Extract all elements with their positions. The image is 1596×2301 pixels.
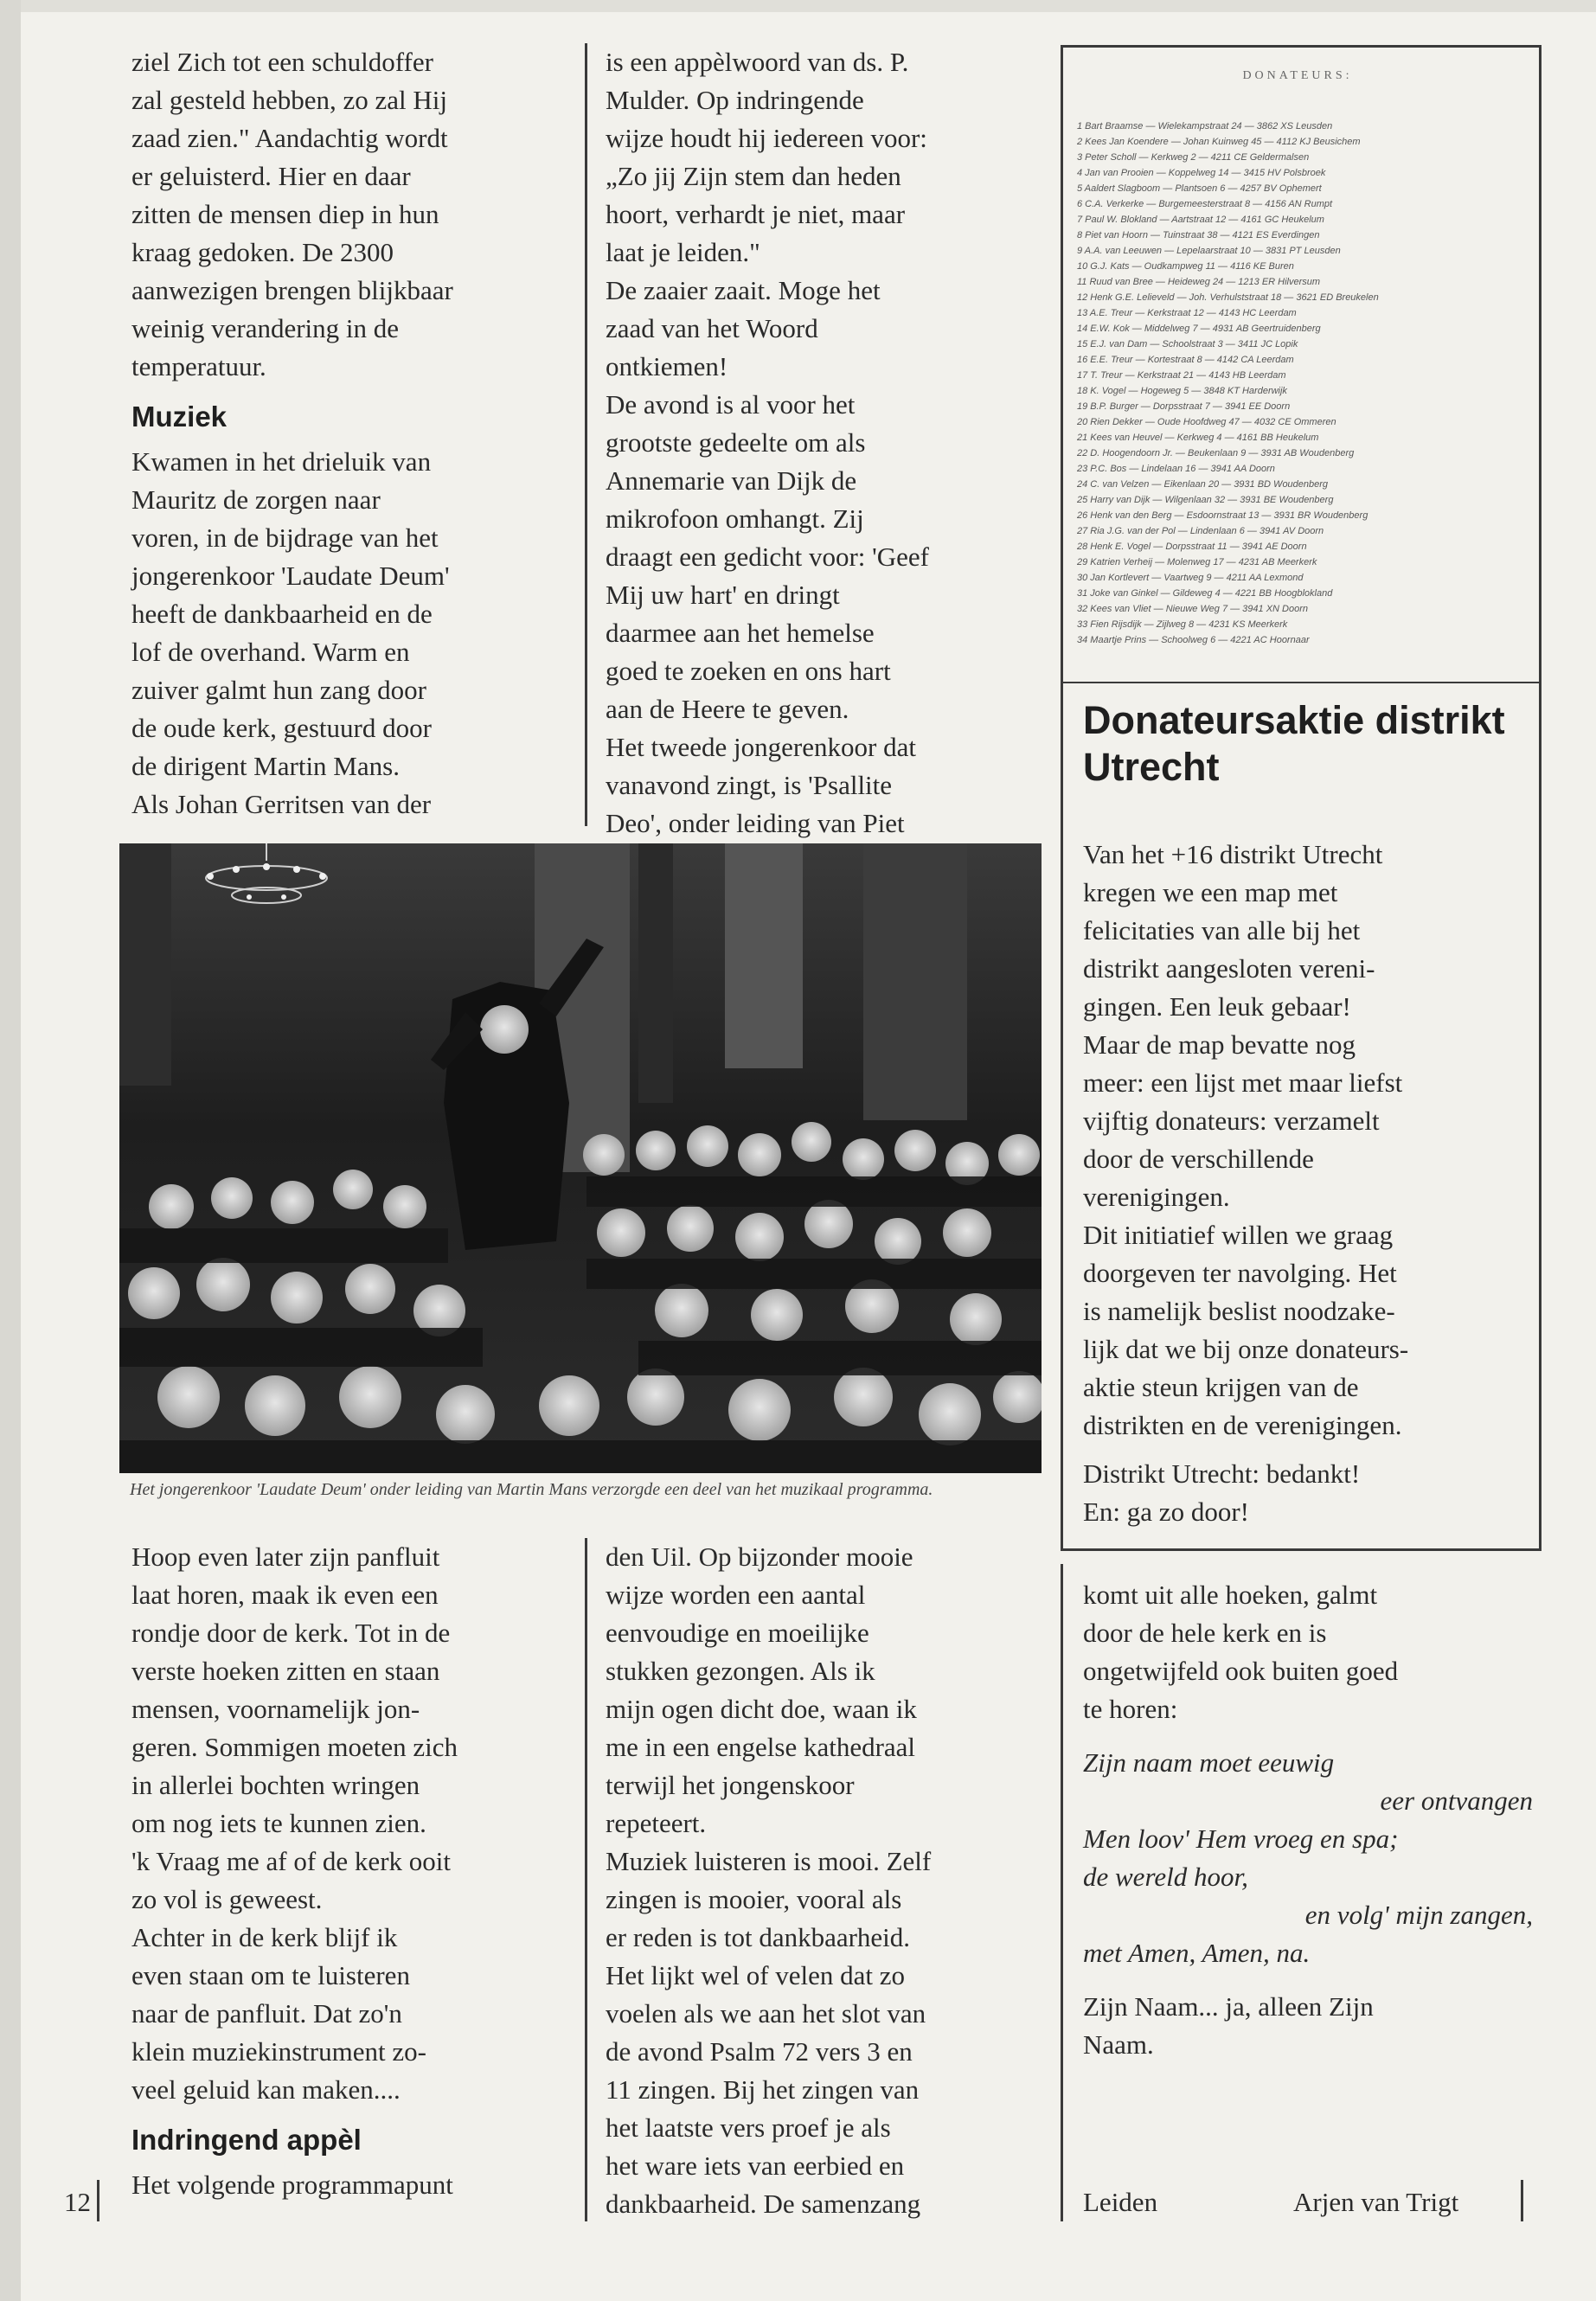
text-line: meer: een lijst met maar liefst bbox=[1083, 1067, 1403, 1098]
donor-row: 12 Henk G.E. Lelieveld — Joh. Verhulststraat 18 — 3621 ED Breukelen bbox=[1077, 292, 1379, 303]
text-line: terwijl het jongenskoor bbox=[606, 1770, 855, 1800]
donor-row: 8 Piet van Hoorn — Tuinstraat 38 — 4121 ES Everdingen bbox=[1077, 230, 1320, 240]
donor-row: 16 E.E. Treur — Kortestraat 8 — 4142 CA Leerdam bbox=[1077, 355, 1294, 365]
poem-line: de wereld hoor, bbox=[1083, 1862, 1248, 1892]
poem-line: eer ontvangen bbox=[1380, 1785, 1533, 1816]
text-line: hoort, verhardt je niet, maar bbox=[606, 199, 906, 229]
text-line: Naam. bbox=[1083, 2029, 1154, 2060]
donor-row: 27 Ria J.G. van der Pol — Lindenlaan 6 — 3941 AV Doorn bbox=[1077, 526, 1324, 536]
text-line: eenvoudige en moeilijke bbox=[606, 1618, 869, 1648]
section-heading-indringend-appel: Indringend appèl bbox=[131, 2124, 362, 2156]
poem-line: met Amen, Amen, na. bbox=[1083, 1938, 1311, 1968]
text-line: dankbaarheid. De samenzang bbox=[606, 2189, 921, 2219]
text-line: distrikten en de verenigingen. bbox=[1083, 1410, 1402, 1440]
sidebar-top-rule bbox=[1061, 45, 1542, 48]
text-line: komt uit alle hoeken, galmt bbox=[1083, 1580, 1378, 1610]
text-line: distrikt aangesloten vereni- bbox=[1083, 953, 1375, 984]
donor-row: 7 Paul W. Blokland — Aartstraat 12 — 4161 GC Heukelum bbox=[1077, 215, 1324, 225]
text-line: den Uil. Op bijzonder mooie bbox=[606, 1541, 913, 1572]
donor-row: 34 Maartje Prins — Schoolweg 6 — 4221 AC Hoornaar bbox=[1077, 635, 1310, 645]
text-line: zingen is mooier, vooral als bbox=[606, 1884, 902, 1914]
column2-top bbox=[606, 43, 1038, 843]
donor-row: 2 Kees Jan Koendere — Johan Kuinweg 45 — 4112 KJ Beusichem bbox=[1077, 137, 1361, 147]
text-line: Mauritz de zorgen naar bbox=[131, 484, 381, 515]
text-line: mensen, voornamelijk jon- bbox=[131, 1694, 420, 1724]
donor-row: 33 Fien Rijsdijk — Zijlweg 8 — 4231 KS Meerkerk bbox=[1077, 619, 1288, 630]
text-line: daarmee aan het hemelse bbox=[606, 618, 875, 648]
donor-row: 23 P.C. Bos — Lindelaan 16 — 3941 AA Doorn bbox=[1077, 464, 1275, 474]
text-line: verste hoeken zitten en staan bbox=[131, 1656, 440, 1686]
text-line: me in een engelse kathedraal bbox=[606, 1732, 916, 1762]
page-number: 12 bbox=[64, 2187, 91, 2217]
poem-line: Men loov' Hem vroeg en spa; bbox=[1083, 1823, 1399, 1854]
text-line: En: ga zo door! bbox=[1083, 1497, 1249, 1527]
page-top-edge bbox=[0, 0, 1596, 12]
text-line: aan de Heere te geven. bbox=[606, 694, 849, 724]
donor-row: 30 Jan Kortlevert — Vaartweg 9 — 4211 AA Lexmond bbox=[1077, 573, 1304, 583]
text-line: Annemarie van Dijk de bbox=[606, 465, 857, 496]
text-line: zuiver galmt hun zang door bbox=[131, 675, 426, 705]
text-line: in allerlei bochten wringen bbox=[131, 1770, 420, 1800]
text-line: Het volgende programmapunt bbox=[131, 2170, 453, 2200]
text-line: verenigingen. bbox=[1083, 1182, 1230, 1212]
text-line: kregen we een map met bbox=[1083, 877, 1338, 907]
donor-row: 31 Joke van Ginkel — Gildeweg 4 — 4221 BB Hoogblokland bbox=[1077, 588, 1333, 599]
photo-caption: Het jongerenkoor 'Laudate Deum' onder leiding van Martin Mans verzorgde een deel van het muzikaal programma. bbox=[130, 1480, 933, 1499]
text-line: de dirigent Martin Mans. bbox=[131, 751, 400, 781]
text-line: laat je leiden." bbox=[606, 237, 760, 267]
poem-line: en volg' mijn zangen, bbox=[1304, 1900, 1533, 1930]
text-line: Kwamen in het drieluik van bbox=[131, 446, 432, 477]
text-line: door de verschillende bbox=[1083, 1144, 1314, 1174]
donor-row: 28 Henk E. Vogel — Dorpsstraat 11 — 3941 AE Doorn bbox=[1077, 542, 1307, 552]
text-line: Deo', onder leiding van Piet bbox=[606, 808, 905, 838]
text-line: voelen als we aan het slot van bbox=[606, 1998, 926, 2029]
text-line: weinig verandering in de bbox=[131, 313, 400, 343]
text-line: de avond Psalm 72 vers 3 en bbox=[606, 2036, 913, 2067]
text-line: jongerenkoor 'Laudate Deum' bbox=[131, 561, 450, 591]
text-line: wijze worden een aantal bbox=[606, 1580, 866, 1610]
donor-row: 22 D. Hoogendoorn Jr. — Beukenlaan 9 — 3931 AB Woudenberg bbox=[1077, 448, 1355, 458]
text-line: lof de overhand. Warm en bbox=[131, 637, 410, 667]
donor-row: 17 T. Treur — Kerkstraat 21 — 4143 HB Leerdam bbox=[1077, 370, 1286, 381]
text-line: 'k Vraag me af of de kerk ooit bbox=[131, 1846, 451, 1876]
text-line: veel geluid kan maken.... bbox=[131, 2074, 401, 2105]
text-line: heeft de dankbaarheid en de bbox=[131, 599, 433, 629]
text-line: is een appèlwoord van ds. P. bbox=[606, 47, 909, 77]
signature-place: Leiden bbox=[1083, 2187, 1158, 2217]
donor-row: 29 Katrien Verheij — Molenweg 17 — 4231 AB Meerkerk bbox=[1077, 557, 1317, 567]
text-line: voren, in de bijdrage van het bbox=[131, 522, 439, 553]
text-line: het laatste vers proef je als bbox=[606, 2112, 891, 2143]
text-line: Maar de map bevatte nog bbox=[1083, 1029, 1356, 1060]
donor-row: 13 A.E. Treur — Kerkstraat 12 — 4143 HC Leerdam bbox=[1077, 308, 1297, 318]
donor-row: 4 Jan van Prooien — Koppelweg 14 — 3415 HV Polsbroek bbox=[1077, 168, 1326, 178]
text-line: zaad zien." Aandachtig wordt bbox=[131, 123, 448, 153]
text-line: gingen. Een leuk gebaar! bbox=[1083, 991, 1351, 1022]
donor-row: 32 Kees van Vliet — Nieuwe Weg 7 — 3941 XN Doorn bbox=[1077, 604, 1308, 614]
text-line: Achter in de kerk blijf ik bbox=[131, 1922, 398, 1952]
donor-row: 14 E.W. Kok — Middelweg 7 — 4931 AB Geertruidenberg bbox=[1077, 324, 1321, 334]
donor-row: 26 Henk van den Berg — Esdoornstraat 13 — 3931 BR Woudenberg bbox=[1077, 510, 1368, 521]
text-line: vanavond zingt, is 'Psallite bbox=[606, 770, 893, 800]
text-line: rondje door de kerk. Tot in de bbox=[131, 1618, 451, 1648]
column-rule bbox=[1061, 1564, 1063, 2221]
text-line: het ware iets van eerbied en bbox=[606, 2150, 905, 2181]
text-line: om nog iets te kunnen zien. bbox=[131, 1808, 426, 1838]
text-line: naar de panfluit. Dat zo'n bbox=[131, 1998, 402, 2029]
column-rule bbox=[585, 1538, 587, 2221]
signature-rule bbox=[1521, 2180, 1523, 2221]
text-line: de oude kerk, gestuurd door bbox=[131, 713, 432, 743]
text-line: zaad van het Woord bbox=[606, 313, 818, 343]
donor-row: 11 Ruud van Bree — Heideweg 24 — 1213 ER Hilversum bbox=[1077, 277, 1321, 287]
text-line: Hoop even later zijn panfluit bbox=[131, 1541, 440, 1572]
donor-list-divider bbox=[1061, 682, 1542, 683]
text-line: stukken gezongen. Als ik bbox=[606, 1656, 875, 1686]
text-line: zitten de mensen diep in hun bbox=[131, 199, 439, 229]
text-line: te horen: bbox=[1083, 1694, 1178, 1724]
text-line: mijn ogen dicht doe, waan ik bbox=[606, 1694, 917, 1724]
text-line: er geluisterd. Hier en daar bbox=[131, 161, 411, 191]
text-line: Van het +16 distrikt Utrecht bbox=[1083, 839, 1383, 869]
text-line: Mij uw hart' en dringt bbox=[606, 580, 840, 610]
poem-line: Zijn naam moet eeuwig bbox=[1083, 1747, 1335, 1778]
text-line: lijk dat we bij onze donateurs- bbox=[1083, 1334, 1409, 1364]
text-line: Als Johan Gerritsen van der bbox=[131, 789, 432, 819]
donor-row: 21 Kees van Heuvel — Kerkweg 4 — 4161 BB Heukelum bbox=[1077, 433, 1319, 443]
text-line: mikrofoon omhangt. Zij bbox=[606, 503, 864, 534]
donor-row: 3 Peter Scholl — Kerkweg 2 — 4211 CE Geldermalsen bbox=[1077, 152, 1310, 163]
text-line: De zaaier zaait. Moge het bbox=[606, 275, 881, 305]
text-line: vijftig donateurs: verzamelt bbox=[1083, 1106, 1380, 1136]
text-line: klein muziekinstrument zo- bbox=[131, 2036, 426, 2067]
text-line: Dit initiatief willen we graag bbox=[1083, 1220, 1394, 1250]
text-line: grootste gedeelte om als bbox=[606, 427, 866, 458]
column1-top bbox=[131, 43, 555, 824]
donor-row: 24 C. van Velzen — Eikenlaan 20 — 3931 BD Woudenberg bbox=[1077, 479, 1329, 490]
choir-photo bbox=[119, 843, 1042, 1473]
text-line: door de hele kerk en is bbox=[1083, 1618, 1327, 1648]
donor-list-header: DONATEURS: bbox=[1242, 69, 1353, 82]
donor-row: 10 G.J. Kats — Oudkampweg 11 — 4116 KE Buren bbox=[1077, 261, 1294, 272]
text-line: Muziek luisteren is mooi. Zelf bbox=[606, 1846, 932, 1876]
donor-row: 25 Harry van Dijk — Wilgenlaan 32 — 3931 BE Woudenberg bbox=[1077, 495, 1334, 505]
text-line: laat horen, maak ik even een bbox=[131, 1580, 439, 1610]
text-line: kraag gedoken. De 2300 bbox=[131, 237, 394, 267]
text-line: wijze houdt hij iedereen voor: bbox=[606, 123, 927, 153]
page-number-rule bbox=[97, 2180, 99, 2221]
text-line: De avond is al voor het bbox=[606, 389, 856, 420]
donor-row: 6 C.A. Verkerke — Burgemeesterstraat 8 — 4156 AN Rumpt bbox=[1077, 199, 1333, 209]
donor-row: 1 Bart Braamse — Wielekampstraat 24 — 3862 XS Leusden bbox=[1077, 121, 1333, 131]
text-line: Het tweede jongerenkoor dat bbox=[606, 732, 916, 762]
text-line: goed te zoeken en ons hart bbox=[606, 656, 891, 686]
text-line: is namelijk beslist noodzake- bbox=[1083, 1296, 1395, 1326]
column-rule bbox=[585, 43, 587, 826]
text-line: „Zo jij Zijn stem dan heden bbox=[606, 161, 901, 191]
column3-bottom bbox=[1083, 1576, 1533, 2064]
choir-photo-illustration bbox=[119, 843, 1042, 1473]
text-line: ongetwijfeld ook buiten goed bbox=[1083, 1656, 1399, 1686]
text-line: even staan om te luisteren bbox=[131, 1960, 410, 1990]
text-line: zal gesteld hebben, zo zal Hij bbox=[131, 85, 447, 115]
donor-row: 9 A.A. van Leeuwen — Lepelaarstraat 10 — 3831 PT Leusden bbox=[1077, 246, 1341, 256]
column1-bottom bbox=[131, 1538, 555, 2204]
donor-row: 15 E.J. van Dam — Schoolstraat 3 — 3411 JC Lopik bbox=[1077, 339, 1298, 349]
page-left-edge bbox=[0, 0, 21, 2301]
text-line: repeteert. bbox=[606, 1808, 707, 1838]
text-line: aktie steun krijgen van de bbox=[1083, 1372, 1359, 1402]
text-line: geren. Sommigen moeten zich bbox=[131, 1732, 458, 1762]
text-line: Zijn Naam... ja, alleen Zijn bbox=[1083, 1991, 1374, 2022]
section-heading-muziek: Muziek bbox=[131, 401, 228, 433]
text-line: Distrikt Utrecht: bedankt! bbox=[1083, 1458, 1361, 1489]
text-line: Het lijkt wel of velen dat zo bbox=[606, 1960, 906, 1990]
donor-row: 19 B.P. Burger — Dorpsstraat 7 — 3941 EE Doorn bbox=[1077, 401, 1291, 412]
sidebar-title: Donateursaktie distrikt Utrecht bbox=[1083, 698, 1505, 789]
donor-list-image bbox=[1073, 61, 1522, 679]
text-line: doorgeven ter navolging. Het bbox=[1083, 1258, 1397, 1288]
text-line: felicitaties van alle bij het bbox=[1083, 915, 1361, 945]
donor-row: 20 Rien Dekker — Oude Hoofdweg 47 — 4032 CE Ommeren bbox=[1077, 417, 1336, 427]
text-line: zo vol is geweest. bbox=[131, 1884, 323, 1914]
text-line: Mulder. Op indringende bbox=[606, 85, 864, 115]
column2-bottom bbox=[606, 1538, 1038, 2223]
donor-row: 5 Aaldert Slagboom — Plantsoen 6 — 4257 BV Ophemert bbox=[1077, 183, 1322, 194]
sidebar-body bbox=[1083, 836, 1524, 1531]
text-line: ontkiemen! bbox=[606, 351, 728, 381]
text-line: 11 zingen. Bij het zingen van bbox=[606, 2074, 920, 2105]
text-line: temperatuur. bbox=[131, 351, 266, 381]
text-line: ziel Zich tot een schuldoffer bbox=[131, 47, 433, 77]
text-line: draagt een gedicht voor: 'Geef bbox=[606, 542, 929, 572]
donor-row: 18 K. Vogel — Hogeweg 5 — 3848 KT Harderwijk bbox=[1077, 386, 1287, 396]
text-line: aanwezigen brengen blijkbaar bbox=[131, 275, 453, 305]
text-line: er reden is tot dankbaarheid. bbox=[606, 1922, 911, 1952]
signature-author: Arjen van Trigt bbox=[1293, 2187, 1459, 2217]
